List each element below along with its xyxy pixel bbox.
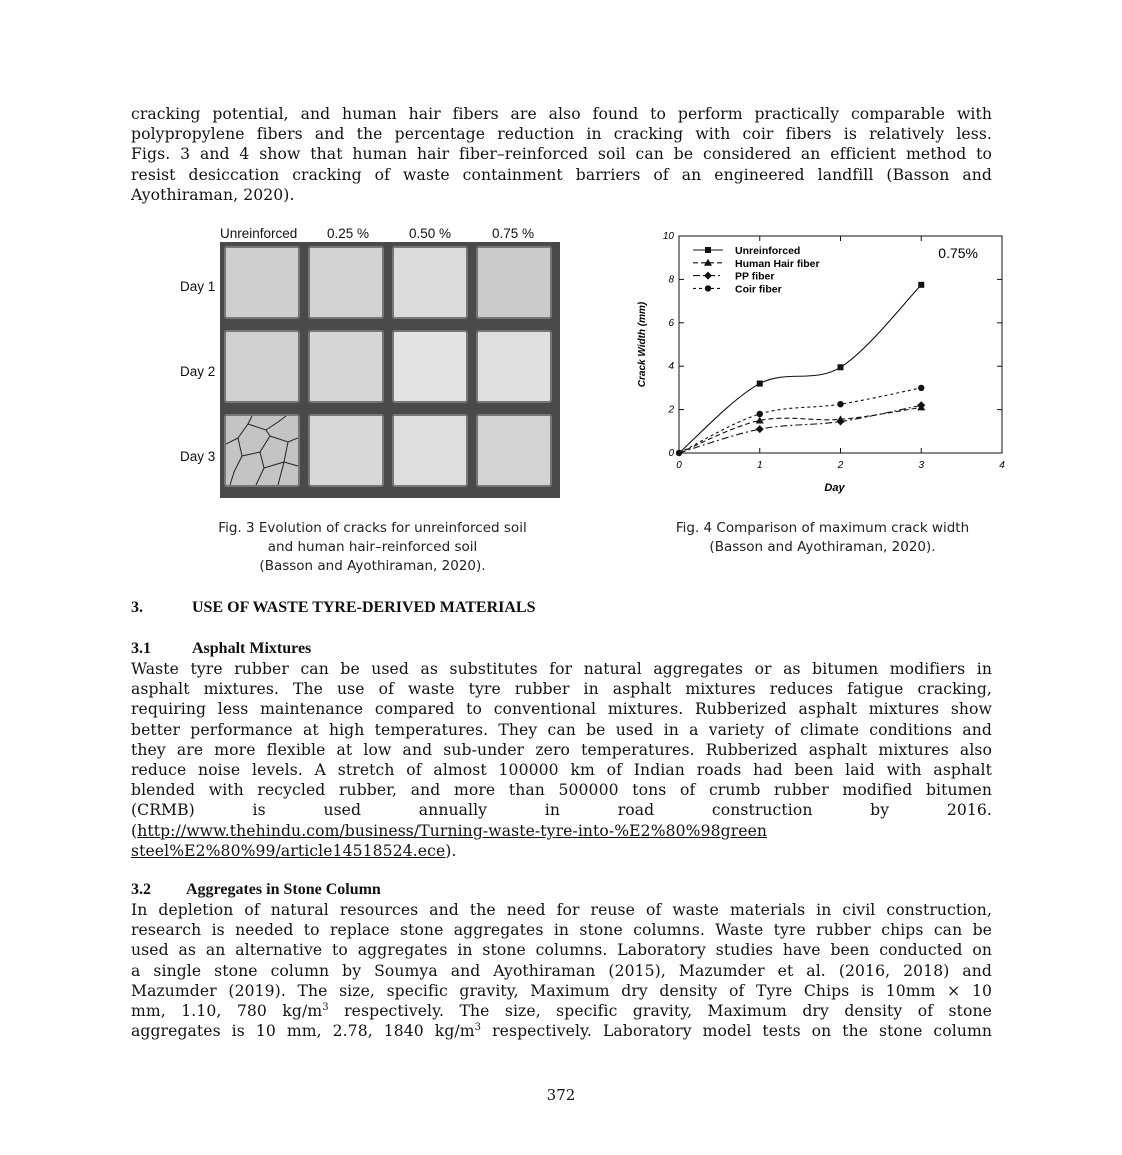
series-line bbox=[679, 285, 921, 453]
subsection-number bbox=[131, 881, 151, 899]
column-label: 0.75 % bbox=[492, 226, 535, 241]
subsection-number bbox=[131, 640, 151, 658]
thehindu-link[interactable]: http://www.thehindu.com/business/Turning-waste-tyre-into-%E2%80%98green bbox=[137, 821, 768, 840]
legend-label: Unreinforced bbox=[735, 245, 801, 257]
caption-line: Fig. 4 Comparison of maximum crack width bbox=[675, 520, 970, 536]
superscript: 3 bbox=[322, 1001, 329, 1013]
text-line: cracking potential, and human hair fibers are also found to perform practically comparable with bbox=[131, 105, 992, 123]
text-line: Ayothiraman, 2020). bbox=[131, 185, 295, 204]
soil-sample-photo-grid bbox=[220, 242, 560, 498]
soil-sample bbox=[392, 330, 468, 403]
soil-sample bbox=[476, 414, 552, 487]
data-point bbox=[676, 450, 682, 456]
subsection-title-text: Aggregates in Stone Column bbox=[186, 881, 381, 898]
text-line: Waste tyre rubber can be used as substitutes for natural aggregates or as bitumen modifiers in bbox=[131, 660, 992, 678]
y-axis-label: Crack Width (mm) bbox=[637, 301, 648, 388]
y-tick-label: 8 bbox=[668, 274, 674, 286]
text-line bbox=[131, 841, 992, 861]
caption-line: and human hair–reinforced soil bbox=[267, 539, 478, 555]
data-point bbox=[757, 381, 763, 387]
link-open-paren: ( bbox=[131, 821, 138, 840]
row-label: Day 2 bbox=[180, 364, 216, 379]
soil-sample bbox=[308, 330, 384, 403]
legend-label: Coir fiber bbox=[735, 283, 782, 296]
text-line: resist desiccation cracking of waste containment barriers of an engineered landfill (Basson and bbox=[131, 165, 992, 184]
data-point bbox=[837, 401, 843, 407]
caption-line: (Basson and Ayothiraman, 2020). bbox=[709, 539, 936, 555]
x-tick-label: 1 bbox=[756, 460, 763, 471]
chart-annotation: 0.75% bbox=[938, 245, 978, 261]
text-line: asphalt mixtures. The use of waste tyre rubber in asphalt mixtures reduces fatigue cracking, bbox=[131, 680, 992, 699]
y-tick-label: 4 bbox=[668, 361, 674, 373]
data-point bbox=[838, 364, 844, 370]
link-close-paren: ). bbox=[445, 841, 457, 860]
section-number: 3. bbox=[131, 599, 143, 616]
figure-4 bbox=[630, 218, 1020, 508]
column-label: Unreinforced bbox=[220, 226, 298, 241]
subsection-title-text: Asphalt Mixtures bbox=[192, 640, 312, 657]
text-line bbox=[131, 821, 992, 841]
data-point bbox=[918, 385, 924, 391]
text-line: a single stone column by Soumya and Ayothiraman (2015), Mazumder et al. (2016, 2018) and bbox=[131, 961, 992, 980]
thehindu-link-continued[interactable]: steel%E2%80%99/article14518524.ece bbox=[131, 841, 446, 860]
soil-sample bbox=[224, 246, 300, 319]
caption-line: Fig. 3 Evolution of cracks for unreinforced soil bbox=[218, 520, 527, 536]
data-point bbox=[918, 282, 924, 288]
caption-line: (Basson and Ayothiraman, 2020). bbox=[259, 558, 486, 574]
legend-label: PP fiber bbox=[735, 270, 775, 283]
series-line bbox=[679, 407, 921, 453]
section-title-text: USE OF WASTE TYRE-DERIVED MATERIALS bbox=[192, 599, 536, 616]
text-line: requiring less maintenance compared to conventional mixtures. Rubberized asphalt mixtures show bbox=[131, 700, 992, 719]
subsection-title bbox=[186, 881, 381, 899]
figure-4-caption bbox=[630, 519, 1015, 557]
soil-sample bbox=[308, 414, 384, 487]
row-label: Day 3 bbox=[180, 449, 216, 464]
text-span: aggregates is 10 mm, 2.78, 1840 kg/m bbox=[131, 1022, 475, 1041]
text-line: (CRMB) is used annually in road construction by 2016. bbox=[131, 801, 992, 820]
y-tick-label: 6 bbox=[668, 317, 674, 329]
figure-3 bbox=[174, 222, 562, 498]
text-line: Mazumder (2019). The size, specific gravity, Maximum dry density of Tyre Chips is 10mm × 10 bbox=[131, 981, 992, 1000]
soil-sample bbox=[476, 330, 552, 403]
soil-sample-cracked bbox=[224, 414, 300, 487]
subsection-number-text: 3.1 bbox=[131, 640, 151, 657]
intro-paragraph bbox=[131, 104, 992, 205]
subsection-number-text: 3.2 bbox=[131, 881, 151, 898]
text-line: In depletion of natural resources and the need for reuse of waste materials in civil construction, bbox=[131, 901, 992, 919]
x-axis-label: Day bbox=[824, 482, 845, 494]
series-line bbox=[679, 388, 921, 453]
figure-3-caption bbox=[170, 519, 575, 576]
text-line: blended with recycled rubber, and more than 500000 tons of crumb rubber modified bitumen bbox=[131, 781, 992, 800]
legend-marker bbox=[704, 272, 712, 280]
soil-sample bbox=[224, 330, 300, 403]
legend-marker bbox=[705, 285, 711, 291]
soil-sample bbox=[392, 414, 468, 487]
page-number: 372 bbox=[546, 1086, 576, 1104]
data-point bbox=[917, 401, 925, 409]
subsection-title bbox=[192, 640, 311, 658]
stone-column-paragraph bbox=[131, 900, 992, 1041]
soil-sample bbox=[392, 246, 468, 319]
text-line: polypropylene fibers and the percentage reduction in cracking with coir fibers is relatively less. bbox=[131, 125, 992, 144]
text-line bbox=[131, 1001, 992, 1021]
text-line: Figs. 3 and 4 show that human hair fiber–reinforced soil can be considered an efficient method to bbox=[131, 145, 992, 164]
section-title bbox=[192, 599, 535, 617]
x-tick-label: 2 bbox=[837, 460, 844, 471]
series-line bbox=[679, 405, 921, 453]
legend-marker bbox=[705, 247, 711, 253]
x-tick-label: 4 bbox=[999, 460, 1005, 471]
text-line: they are more flexible at low and sub-under zero temperatures. Rubberized asphalt mixtures also bbox=[131, 740, 992, 759]
crack-width-chart bbox=[630, 218, 1020, 508]
legend-label: Human Hair fiber bbox=[735, 257, 820, 270]
crack-pattern bbox=[226, 416, 298, 485]
text-line bbox=[131, 1021, 992, 1041]
superscript: 3 bbox=[474, 1022, 482, 1034]
x-tick-label: 3 bbox=[918, 460, 925, 471]
text-line: used as an alternative to aggregates in stone columns. Laboratory studies have been conducted on bbox=[131, 941, 992, 960]
soil-sample bbox=[476, 246, 552, 319]
y-tick-label: 10 bbox=[662, 231, 674, 242]
asphalt-paragraph bbox=[131, 659, 992, 861]
y-tick-label: 2 bbox=[668, 404, 674, 416]
text-span: mm, 1.10, 780 kg/m bbox=[131, 1002, 323, 1021]
data-point bbox=[756, 425, 764, 433]
y-tick-label: 0 bbox=[668, 448, 674, 459]
data-point bbox=[757, 411, 763, 417]
text-line: reduce noise levels. A stretch of almost 100000 km of Indian roads had been laid with asphalt bbox=[131, 761, 992, 780]
row-label: Day 1 bbox=[180, 279, 216, 294]
column-label: 0.50 % bbox=[409, 226, 452, 241]
text-span: respectively. Laboratory model tests on the stone column bbox=[481, 1022, 992, 1041]
text-span: respectively. The size, specific gravity, Maximum dry density of stone bbox=[328, 1002, 992, 1021]
x-tick-label: 0 bbox=[676, 460, 682, 471]
section-heading bbox=[131, 599, 143, 617]
text-line: research is needed to replace stone aggregates in stone columns. Waste tyre rubber chips can be bbox=[131, 921, 992, 940]
text-line: better performance at high temperatures. They can be used in a variety of climate conditions and bbox=[131, 720, 992, 739]
soil-sample bbox=[308, 246, 384, 319]
column-label: 0.25 % bbox=[327, 226, 370, 241]
